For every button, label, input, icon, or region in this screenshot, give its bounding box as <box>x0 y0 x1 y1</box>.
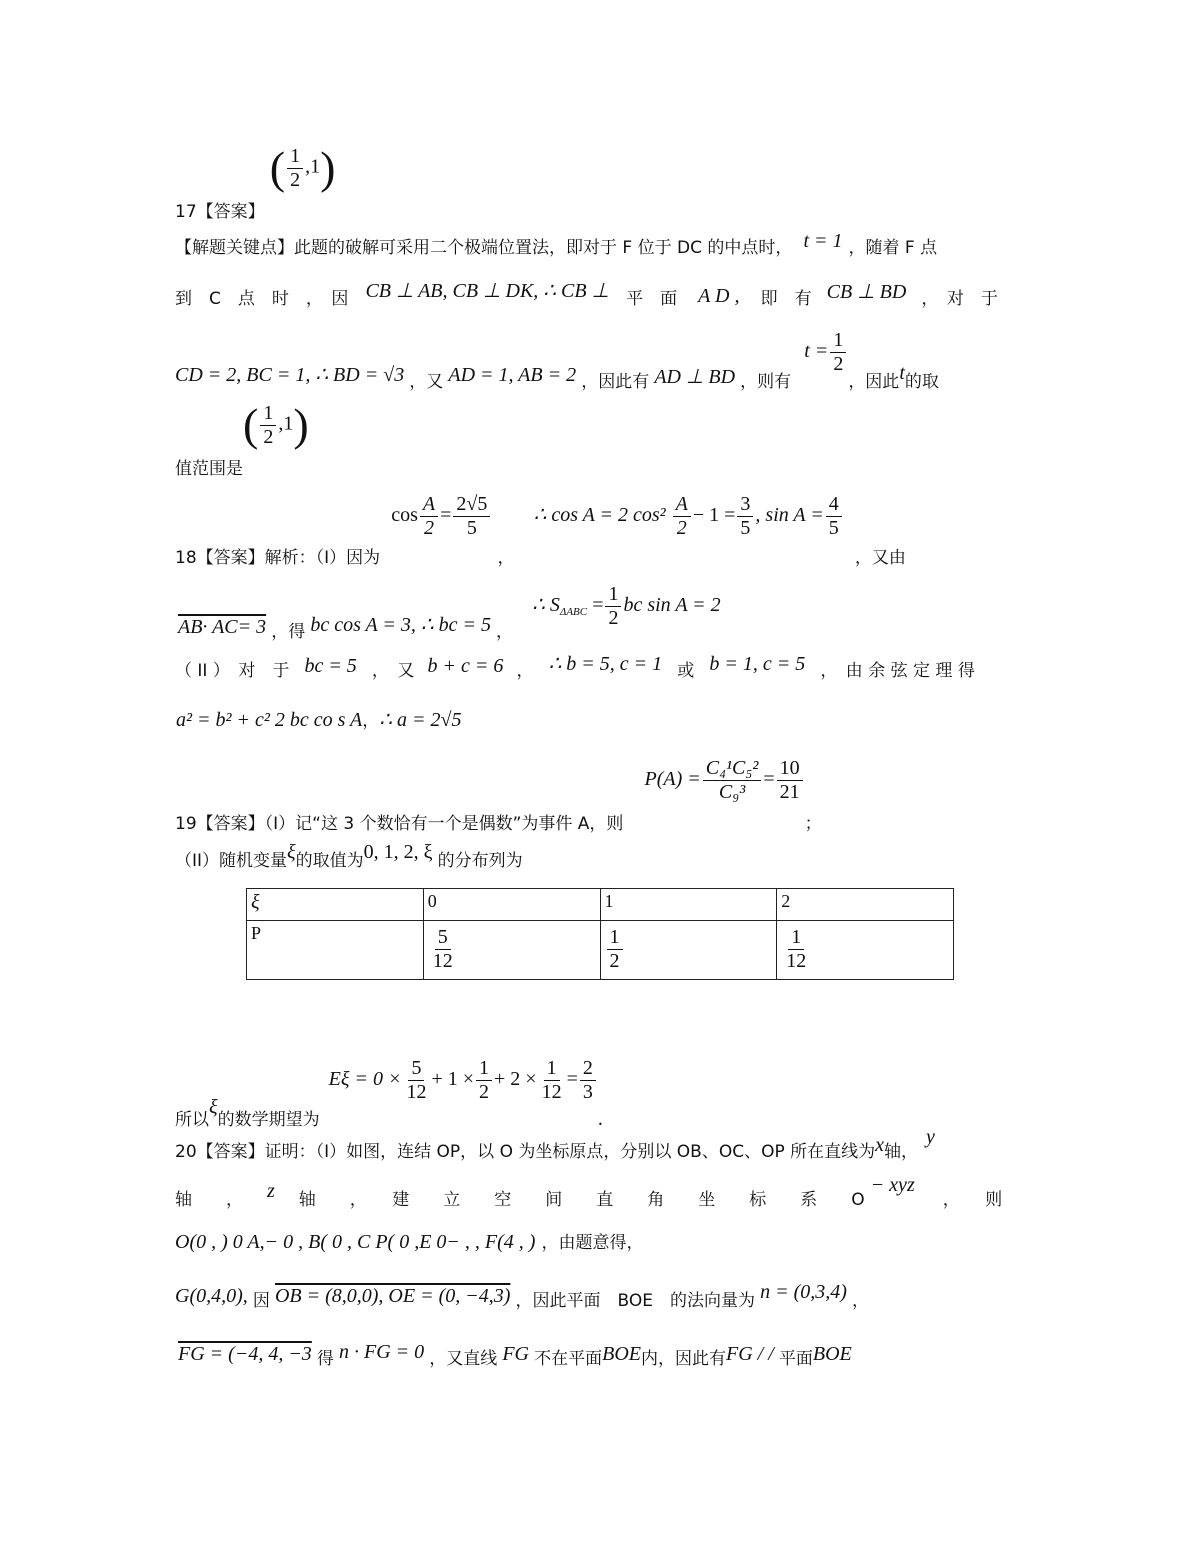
table-cell: 1 <box>600 889 777 921</box>
right-paren: ) <box>293 399 309 450</box>
q17-line4: 值范围是( $\frac{1}{2}$ ,1) <box>175 399 309 479</box>
table-cell: $\frac{1}{2}$ <box>600 921 777 980</box>
t-half-fraction: $\frac{1}{2}$ <box>830 330 846 375</box>
q19-line2: （II）随机变量ξ的取值为0, 1, 2, ξ 的分布列为 <box>175 841 523 871</box>
q17-line2: 到 C 点 时 ， 因 CB ⊥ AB, CB ⊥ DK, ∴ CB ⊥ 平 面 A D , 即 有 CB ⊥ BD ， 对 于 <box>175 280 998 309</box>
q17-label: 17【答案】 <box>175 201 265 222</box>
q20-line4: G(0,4,0), 因 OB = (8,0,0), OE = (0, −4,3) ，因此平面 BOE 的法向量为 n = (0,3,4) ， <box>175 1281 870 1311</box>
left-paren: ( <box>269 142 286 193</box>
q20-line3: O(0 , ) 0 A,− 0 , B( 0 , C P( 0 ,E 0− , , F(4 , ) ，由题意得， <box>175 1231 644 1253</box>
q20-line5: FG = (−4, 4, −3 得 n · FG = 0 ，又直线 FG 不在平面BOE内，因此有FG / / 平面BOE <box>178 1341 852 1369</box>
q17-line1: 【解题关键点】此题的破解可采用二个极端位置法，即对于 F 位于 DC 的中点时， t = 1 ，随着 F 点 <box>175 230 938 258</box>
q20-line1: 20【答案】证明：（I）如图，连结 OP，以 O 为坐标原点，分别以 OB、OC、OP 所在直线为x轴，y <box>175 1126 935 1162</box>
table-row <box>247 921 954 980</box>
left-paren: ( <box>243 399 259 450</box>
table-row <box>247 889 954 921</box>
table-cell: 0 <box>423 889 600 921</box>
q17-answer-line: 17【答案】 ( $\frac{1}{2}$ ,1) <box>175 142 336 222</box>
distribution-table <box>246 888 954 980</box>
q18-line4: a² = b² + c² 2 bc co s A，∴ a = 2√5 <box>176 709 462 731</box>
q19-line1: 19【答案】（I）记“这 3 个数恰有一个是偶数”为事件 A，则 P(A) = $\frac{\text{C₄¹C₅²}}{\text{C₉³}}$ = $\frac{10}{21}$ ； <box>175 757 822 834</box>
table-cell: $\frac{5}{12}$ <box>423 921 600 980</box>
q18-line3: （ II ） 对 于 bc = 5 ， 又 b + c = 6 ， ∴ b = 5, c = 1 或 b = 1, c = 5 ， 由 余 弦 定 理 得 <box>175 653 975 681</box>
q19-expectation: 所以ξ的数学期望为 Eξ = 0 × $\frac{5}{12}$ + 1 × $\frac{1}{2}$ + 2 × $\frac{1}{12}$ = $\frac{2}{3}$ . <box>175 1057 603 1130</box>
table-cell: ξ <box>247 889 424 921</box>
q18-line2: AB· AC= 3 ，得 bc cos A = 3, ∴ bc = 5 ， ∴ $S_{\Delta ABC}$ = $\frac{1}{2}$ bc sin A = 2 <box>178 583 721 642</box>
table-cell: $\frac{1}{12}$ <box>777 921 954 980</box>
table-cell: P <box>247 921 424 980</box>
q20-line2: 轴 ， z 轴 ， 建 立 空 间 直 角 坐 标 系 O− xyz， 则 <box>175 1174 1003 1210</box>
q17-range-fraction: $\frac{1}{2}$ <box>260 403 276 448</box>
q17-answer-fraction: $\frac{1}{2}$ <box>287 146 303 191</box>
q17-line3: CD = 2, BC = 1, ∴ BD = √3 ，又 AD = 1, AB = 2 ，因此有 AD ⊥ BD ，则有 t = $\frac{1}{2}$ ，因此t的取 <box>175 329 939 392</box>
table-cell: 2 <box>777 889 954 921</box>
right-paren: ) <box>320 142 336 193</box>
q18-line1: 18【答案】解析：（I）因为 cos $\frac{A}{2}$ = $\frac{2√5}{5}$ ， ∴ cos A = 2 cos² $\frac{A}{2}$ − 1 = $\frac{3}{5}$ , sin A = $\frac{4}{5}$ ，又由 <box>175 493 906 568</box>
